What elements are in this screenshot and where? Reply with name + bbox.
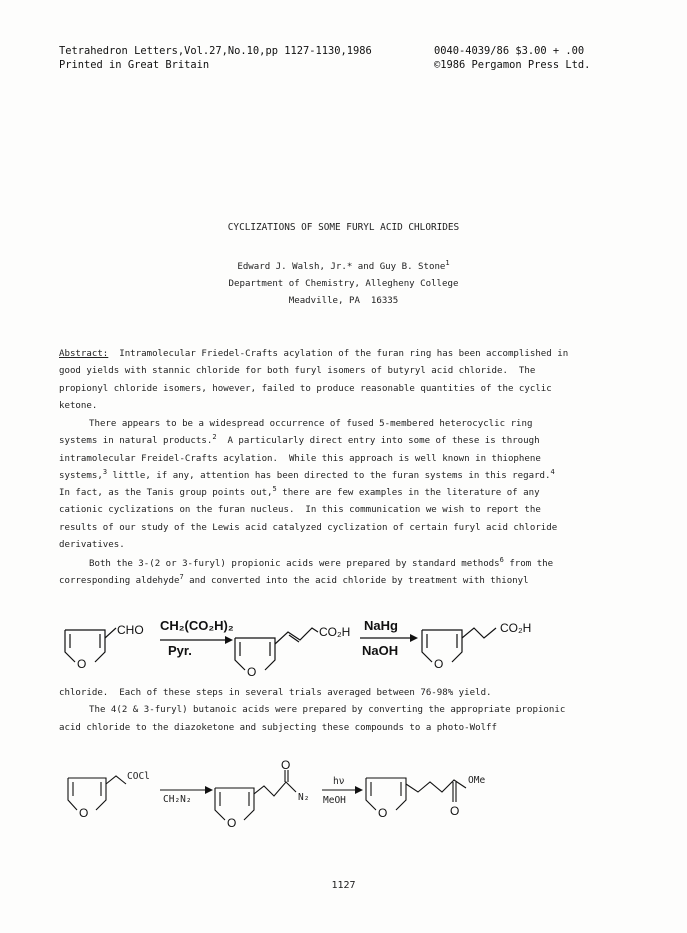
author-department: Department of Chemistry, Allegheny College <box>228 279 459 289</box>
abstract-label: Abstract: <box>59 349 109 359</box>
para-text: intramolecular Freidel-Crafts acylation. While this approach is well known in thiophene <box>59 453 541 464</box>
page-number: 1127 <box>331 880 356 891</box>
reagent-methanol: MeOH <box>323 795 346 806</box>
diazoketone-chain <box>254 782 296 796</box>
cho-group: CHO <box>117 623 144 637</box>
reagent-diazomethane: CH₂N₂ <box>163 794 192 805</box>
ring-oxygen-a: O <box>79 806 89 820</box>
reagent-pyridine: Pyr. <box>168 643 192 658</box>
para-text: there are few examples in the literature of any <box>276 488 540 499</box>
reagent-light: hν <box>333 776 345 787</box>
arrowhead-4 <box>355 786 363 794</box>
reagent-naoh: NaOH <box>362 643 399 658</box>
printed-in: Printed in Great Britain <box>59 59 210 71</box>
para-text: derivatives. <box>59 540 125 551</box>
abstract-text: Intramolecular Friedel-Crafts acylation of the furan ring has been accomplished in <box>108 349 569 359</box>
para-text: results of our study of the Lewis acid catalyzed cyclization of certain furyl acid chloride <box>59 522 558 533</box>
ref-marker: 5 <box>272 485 277 494</box>
ref-marker: 2 <box>212 433 217 442</box>
para-line: chloride. Each of these steps in several trials averaged between 76-98% yield. <box>59 688 492 698</box>
author-location: Meadville, PA 16335 <box>288 296 399 306</box>
reagent-sodium-amalgam: NaHg <box>364 618 398 633</box>
ring-oxygen-3: O <box>434 657 444 671</box>
para-text: cationic cyclizations on the furan nucleus. In this communication we wish to report the <box>59 505 541 516</box>
copyright: ©1986 Pergamon Press Ltd. <box>434 59 591 71</box>
ref-marker: 4 <box>550 467 555 476</box>
para-line: The 4(2 & 3-furyl) butanoic acids were prepared by converting the appropriate propionic <box>89 705 566 716</box>
ring-oxygen-2: O <box>247 665 257 679</box>
reagent-malonic-acid: CH₂(CO₂H)₂ <box>160 618 234 633</box>
para-text: systems, <box>59 470 103 481</box>
price-code: 0040-4039/86 $3.00 + .00 <box>434 45 585 57</box>
abstract-line: good yields with stannic chloride for both furyl isomers of butyryl acid chloride. The <box>59 366 536 377</box>
diazo-n2: N₂ <box>298 792 310 803</box>
acrylic-co2h: CO₂H <box>319 625 351 639</box>
ref-marker: 7 <box>179 573 184 582</box>
ester-carbonyl-oxygen: O <box>450 804 460 818</box>
article-title: CYCLIZATIONS OF SOME FURYL ACID CHLORIDES <box>227 222 460 233</box>
cocl-group: COCl <box>127 771 150 782</box>
para-text: In fact, as the Tanis group points out, <box>59 488 273 499</box>
arrowhead-3 <box>205 786 213 794</box>
para-text: and converted into the acid chloride by treatment with thionyl <box>183 576 529 587</box>
ester-chain <box>406 780 466 792</box>
ome-group: OMe <box>468 775 486 786</box>
ref-marker: 6 <box>499 556 504 564</box>
ref-marker: 3 <box>102 467 108 476</box>
para-text: Both the 3-(2 or 3-furyl) propionic acids were prepared by standard methods <box>89 559 500 569</box>
ring-oxygen-b: O <box>227 816 237 830</box>
abstract-line: propionyl chloride isomers, however, failed to produce reasonable quantities of the cyclic <box>59 383 552 394</box>
abstract-line: ketone. <box>59 400 98 411</box>
author-names-text: Edward J. Walsh, Jr.* and Guy B. Stone <box>237 262 446 272</box>
para-text: little, if any, attention has been directed to the furan systems in this regard. <box>107 470 551 481</box>
para-text: A particularly direct entry into some of these is through <box>216 436 540 447</box>
carbonyl-oxygen: O <box>281 758 291 772</box>
chloride-chain <box>106 776 126 784</box>
para-text: systems in natural products. <box>59 436 213 447</box>
para-text: from the <box>503 559 554 569</box>
propionic-co2h: CO₂H <box>500 621 532 635</box>
ring-oxygen-1: O <box>77 657 87 671</box>
para-line: acid chloride to the diazoketone and subjecting these compounds to a photo-Wolff <box>59 722 497 733</box>
para-text: corresponding aldehyde <box>59 576 180 587</box>
ring-oxygen-c: O <box>378 806 388 820</box>
journal-citation: Tetrahedron Letters,Vol.27,No.10,pp 1127-1130,1986 <box>59 45 372 57</box>
para-text: There appears to be a widespread occurrence of fused 5-membered heterocyclic ring <box>89 419 533 429</box>
author-footnote-marker: 1 <box>445 259 450 267</box>
